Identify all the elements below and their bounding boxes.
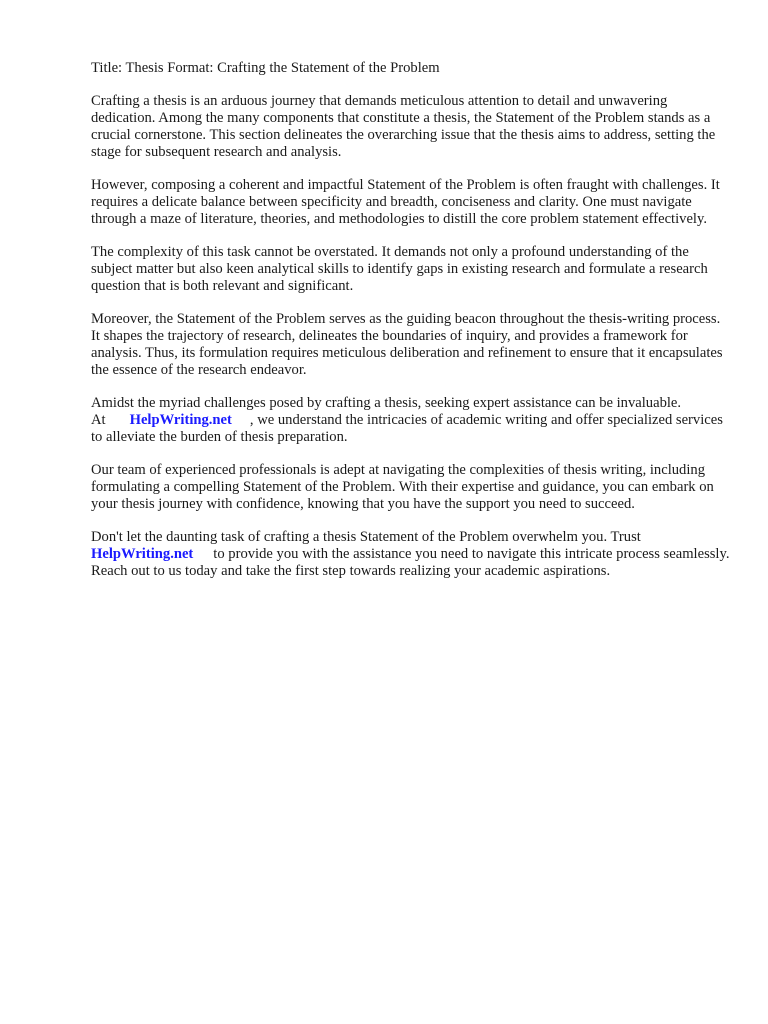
paragraph-5 (91, 395, 731, 446)
paragraph-6: Our team of experienced professionals is adept at navigating the complexities of thesis writing, including formulating a compelling Statement of the Problem. With their expertise and guidance, you can embark on your thesis journey with confidence, knowing that you have the support you need to succeed. (91, 462, 714, 512)
paragraph-7-text-before: Don't let the daunting task of crafting a thesis Statement of the Problem overwhelm you. Trust (91, 529, 641, 545)
helpwriting-link-2[interactable]: HelpWriting.net (91, 546, 194, 562)
paragraph-3: The complexity of this task cannot be overstated. It demands not only a profound understanding of the subject matter but also keen analytical skills to identify gaps in existing research and formulate a research question that is both relevant and significant. (91, 244, 708, 294)
paragraph-2: However, composing a coherent and impactful Statement of the Problem is often fraught with challenges. It requires a delicate balance between specificity and breadth, conciseness and clarity. One must navigate through a maze of literature, theories, and methodologies to distill the core problem statement effectively. (91, 177, 720, 227)
document-title: Title: Thesis Format: Crafting the Statement of the Problem (91, 60, 440, 76)
paragraph-7 (91, 529, 731, 580)
document-page (91, 60, 731, 596)
paragraph-4: Moreover, the Statement of the Problem serves as the guiding beacon throughout the thesis-writing process. It shapes the trajectory of research, delineates the boundaries of inquiry, and provides a framework for analysis. Thus, its formulation requires meticulous deliberation and refinement to ensure that it encapsulates the essence of the research endeavor. (91, 311, 723, 378)
paragraph-5-text-before: Amidst the myriad challenges posed by crafting a thesis, seeking expert assistance can be invaluable. At (91, 395, 682, 428)
paragraph-7-text-after: to provide you with the assistance you need to navigate this intricate process seamlessly. Reach out to us today and take the first step towards realizing your academic aspirations. (91, 546, 730, 579)
paragraph-1: Crafting a thesis is an arduous journey that demands meticulous attention to detail and unwavering dedication. Among the many components that constitute a thesis, the Statement of the Problem stands as a crucial cornerstone. This section delineates the overarching issue that the thesis aims to address, setting the stage for subsequent research and analysis. (91, 93, 716, 160)
paragraph-5-text-after: , we understand the intricacies of academic writing and offer specialized services to alleviate the burden of thesis preparation. (91, 412, 723, 445)
helpwriting-link[interactable]: HelpWriting.net (129, 412, 232, 428)
